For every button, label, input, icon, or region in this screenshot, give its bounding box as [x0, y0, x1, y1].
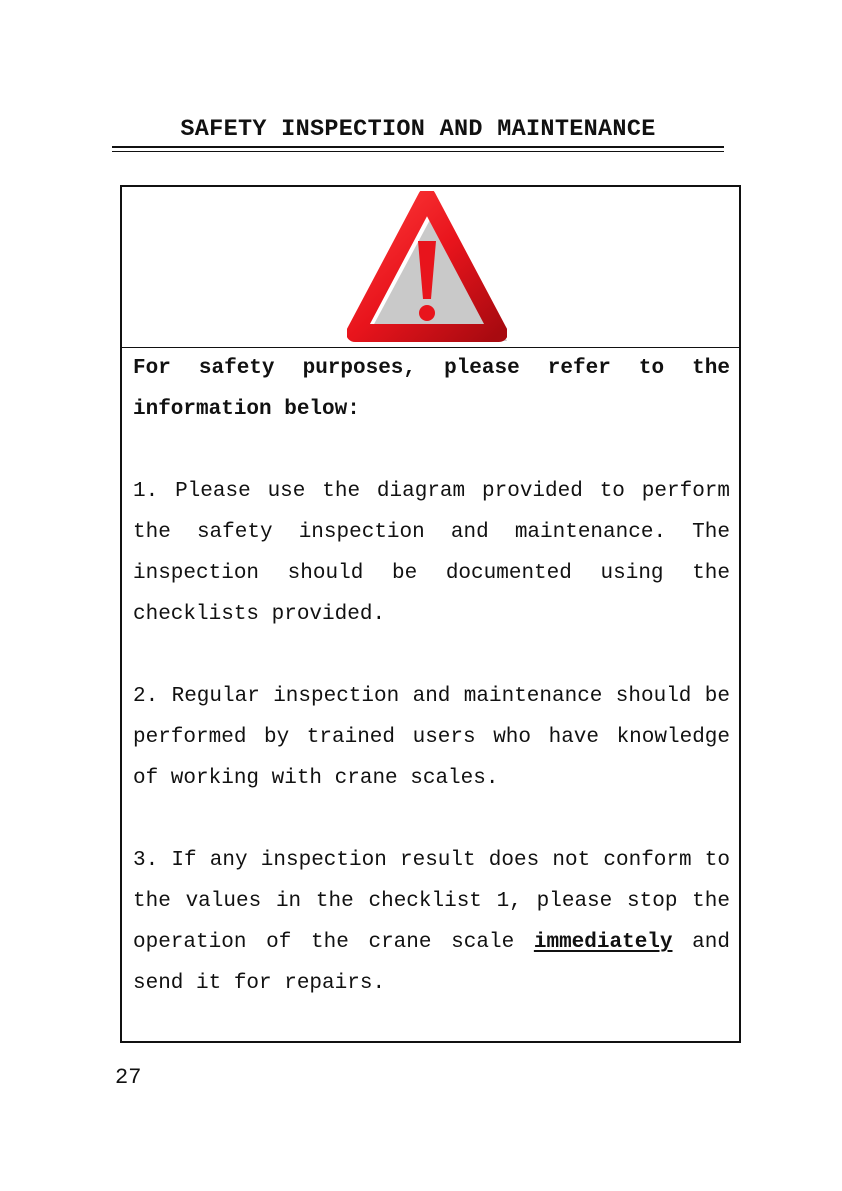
list-item: 1. Please use the diagram provided to perform the safety inspection and maintenance. The inspection should be documented using the checklists provided. [133, 480, 730, 626]
notice-text [133, 348, 730, 1004]
icon-cell [122, 187, 739, 348]
page-title: SAFETY INSPECTION AND MAINTENANCE [180, 116, 656, 143]
intro-text: For safety purposes, please refer to the information below: [133, 357, 730, 421]
emphasis-text: immediately [533, 931, 673, 954]
page-number: 27 [115, 1065, 142, 1090]
warning-triangle-icon [347, 191, 507, 343]
title-underline-thin [112, 151, 724, 152]
item-text-before: 3. If any inspection result does not conform to the values in the checklist 1, please stop the operation of the crane scale [133, 849, 730, 954]
safety-notice-box [120, 185, 741, 1043]
title-underline-thick [112, 146, 724, 148]
item-text-after: and send it for repairs. [133, 931, 730, 995]
list-item: 2. Regular inspection and maintenance should be performed by trained users who have knowledge of working with crane scales. [133, 685, 730, 790]
list-item [133, 840, 730, 1004]
